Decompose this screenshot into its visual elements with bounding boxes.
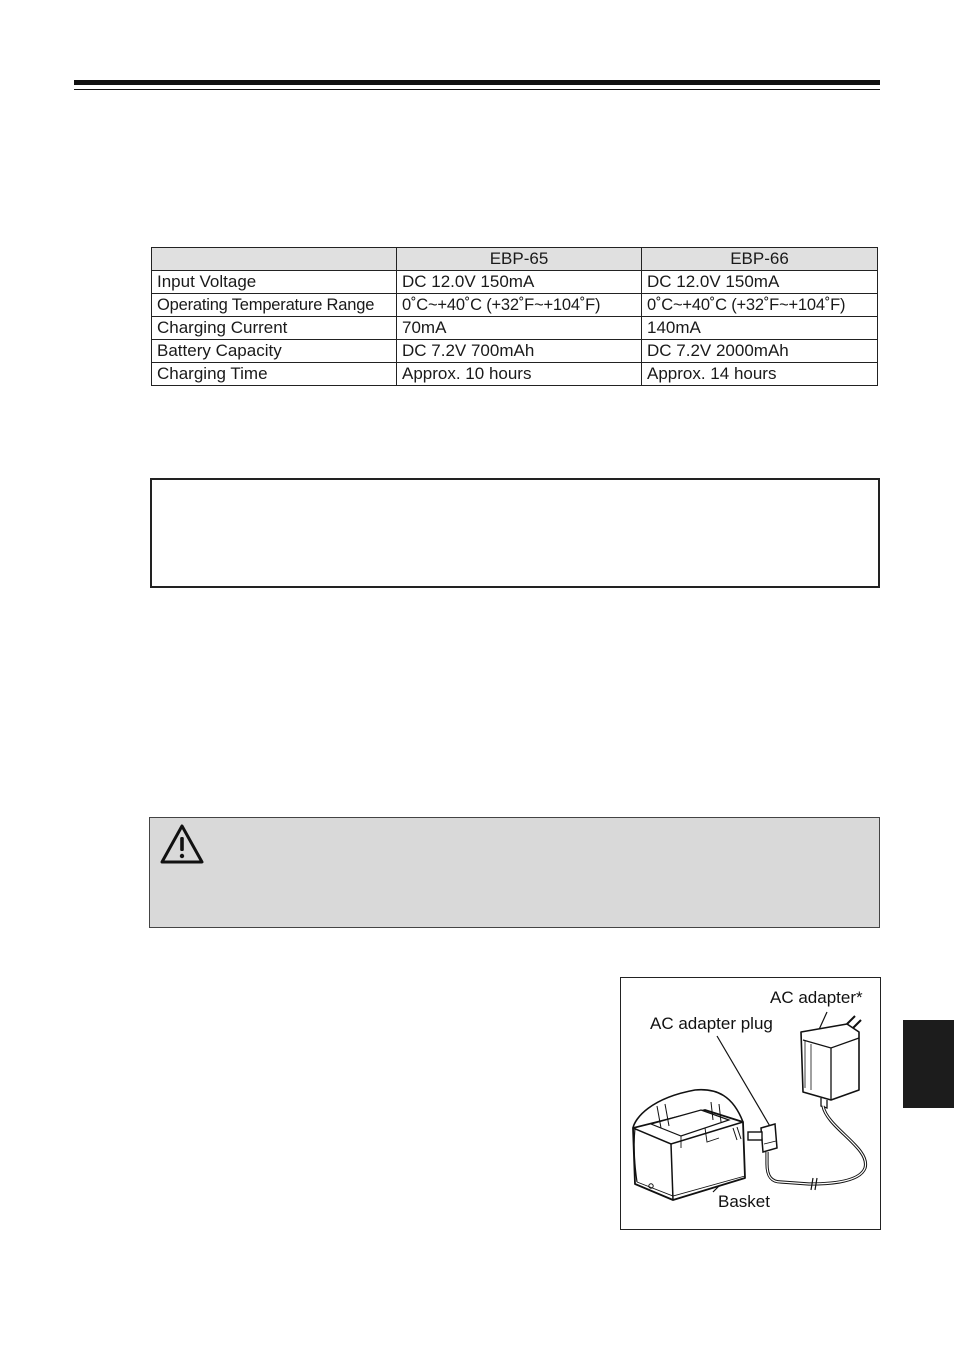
spec-table: [151, 247, 878, 386]
row-label: Input Voltage: [152, 271, 397, 294]
table-header-row: [152, 248, 878, 271]
cell-ebp-65: 0˚C~+40˚C (+32˚F~+104˚F): [397, 294, 642, 317]
cell-ebp-65: DC 7.2V 700mAh: [397, 340, 642, 363]
header-rule-thick: [74, 80, 880, 85]
charger-basket-icon: [633, 1090, 745, 1200]
cell-ebp-66: DC 7.2V 2000mAh: [642, 340, 878, 363]
table-row: [152, 317, 878, 340]
basket-label: Basket: [718, 1192, 770, 1211]
header-rule-thin: [74, 89, 880, 90]
row-label: Charging Time: [152, 363, 397, 386]
ac-adapter-label: AC adapter*: [770, 988, 863, 1007]
cell-ebp-65: DC 12.0V 150mA: [397, 271, 642, 294]
row-label: Battery Capacity: [152, 340, 397, 363]
charger-figure: [620, 977, 881, 1230]
cell-ebp-65: Approx. 10 hours: [397, 363, 642, 386]
note-box: [150, 478, 880, 588]
header-blank: [152, 248, 397, 271]
cell-ebp-66: Approx. 14 hours: [642, 363, 878, 386]
table-row: [152, 271, 878, 294]
cell-ebp-66: DC 12.0V 150mA: [642, 271, 878, 294]
cell-ebp-66: 140mA: [642, 317, 878, 340]
warning-triangle-icon: [160, 824, 204, 864]
table-row: [152, 294, 878, 317]
section-side-tab: [903, 1020, 954, 1108]
adapter-plug-label: AC adapter plug: [650, 1014, 773, 1033]
table-row: [152, 363, 878, 386]
cell-ebp-65: 70mA: [397, 317, 642, 340]
ac-adapter-icon: [801, 1016, 861, 1108]
header-ebp-66: EBP-66: [642, 248, 878, 271]
row-label: Operating Temperature Range: [152, 294, 397, 317]
table-row: [152, 340, 878, 363]
adapter-plug-icon: [748, 1124, 777, 1152]
row-label: Charging Current: [152, 317, 397, 340]
header-ebp-65: EBP-65: [397, 248, 642, 271]
caution-box: [149, 817, 880, 928]
cell-ebp-66: 0˚C~+40˚C (+32˚F~+104˚F): [642, 294, 878, 317]
